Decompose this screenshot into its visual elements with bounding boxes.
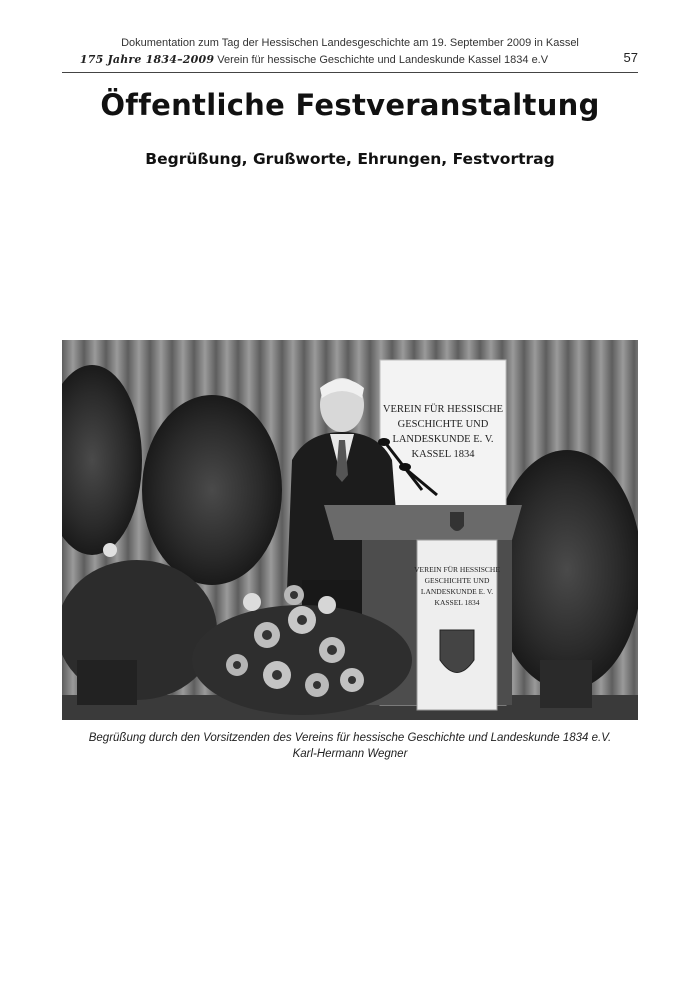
page-number: 57 <box>623 50 638 65</box>
caption-line-2: Karl-Hermann Wegner <box>292 748 408 760</box>
lectern-text-line: KASSEL 1834 <box>434 598 480 607</box>
coat-of-arms-icon <box>440 630 474 673</box>
lectern-text-line: GESCHICHTE UND <box>424 576 490 585</box>
page-title: Öffentliche Festveranstaltung <box>100 88 600 122</box>
caption-line-1: Begrüßung durch den Vorsitzenden des Vereins für hessische Geschichte und Landeskunde 1834 e.V. <box>88 732 612 744</box>
banner-text-line: GESCHICHTE UND <box>397 419 489 430</box>
header-documentation-line: Dokumentation zum Tag der Hessischen Landesgeschichte am 19. September 2009 in Kassel <box>121 37 579 49</box>
anniversary-mark: 175 Jahre 1834–2009 <box>79 53 215 66</box>
lectern-text-line: VEREIN FÜR HESSISCHE <box>414 565 500 574</box>
header-rule <box>62 72 638 73</box>
photo-caption <box>62 730 638 762</box>
banner-text-line: LANDESKUNDE E. V. <box>392 434 494 445</box>
banner-text-line: KASSEL 1834 <box>411 449 475 460</box>
society-name: Verein für hessische Geschichte und Landeskunde Kassel 1834 e.V <box>217 54 549 66</box>
event-photo <box>62 340 638 720</box>
banner-text-line: VEREIN FÜR HESSISCHE <box>382 404 504 415</box>
page-subtitle: Begrüßung, Grußworte, Ehrungen, Festvortrag <box>145 150 555 168</box>
small-crest-icon <box>450 512 464 531</box>
lectern-text-line: LANDESKUNDE E. V. <box>420 587 494 596</box>
header-society-line <box>64 53 564 66</box>
